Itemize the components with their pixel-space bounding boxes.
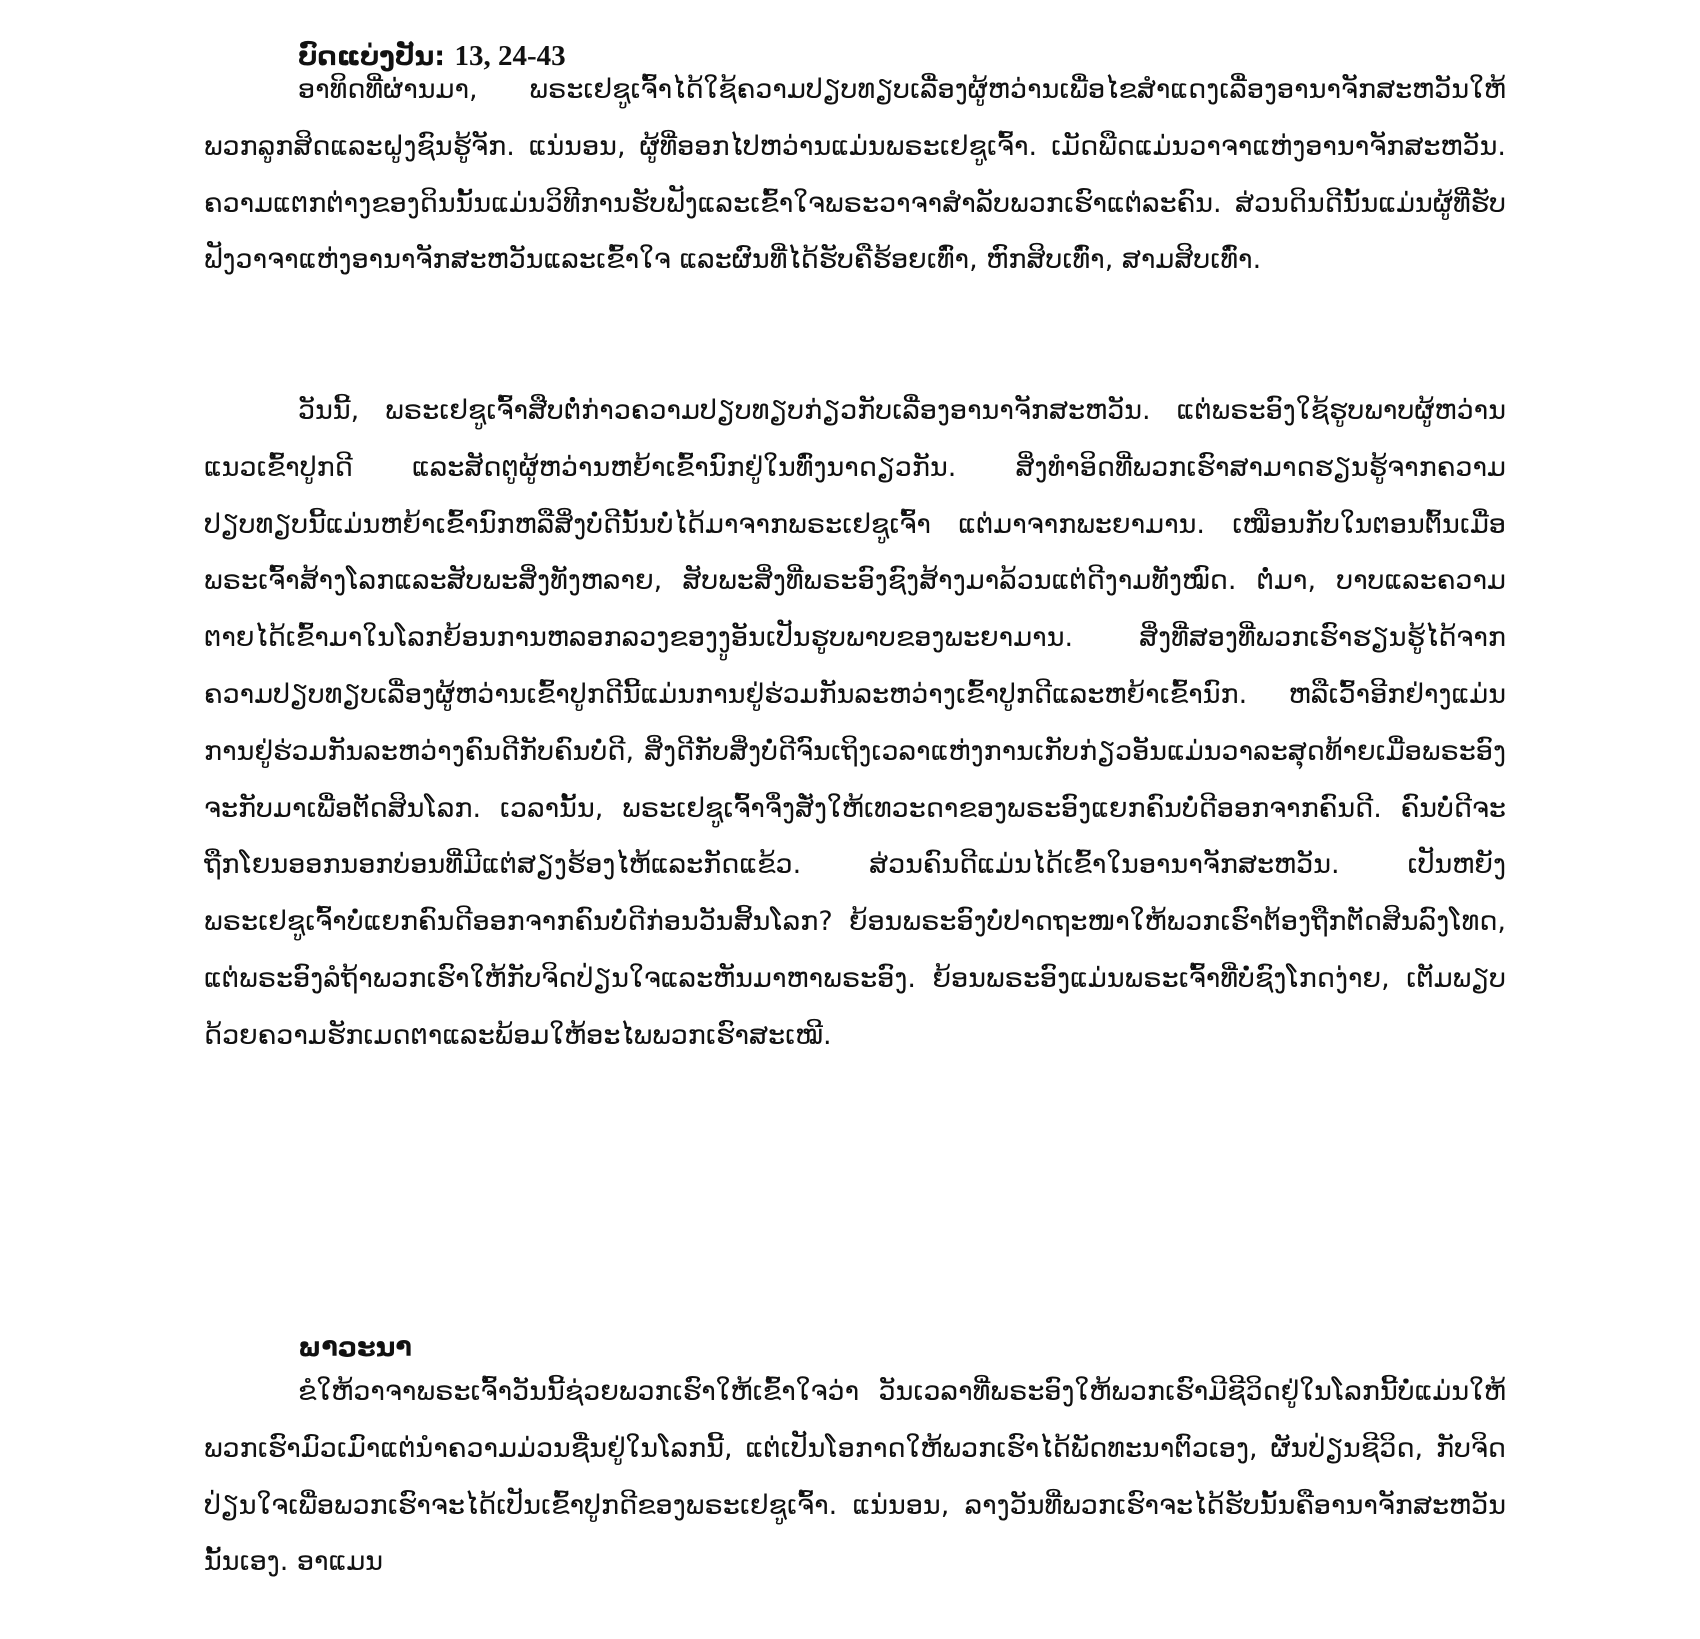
paragraph-2: ວັນນີ້, ພຣະເຢຊູເຈົ້າສືບຕໍ່ກ່າວຄວາມປຽບທຽບກ່ຽວກັບເລື່ອງອານາຈັກສະຫວັນ. ແຕ່ພຣະອົງໃຊ້ຮູບພາບຜູ້ຫວ່ານແນວເຂົ້າປູກດີ ແລະສັດຕູຜູ້ຫວ່ານຫຍ້າເຂົ້ານົກຢູ່ໃນທົ່ງນາດຽວກັນ. ສິ່ງທຳອິດທີ່ພວກເຮົາສາມາດຮຽນຮູ້ຈາກຄວາມປຽບທຽບນີ້ແມ່ນຫຍ້າເຂົ້ານົກຫລືສິ່ງບໍ່ດີນັ້ນບໍ່ໄດ້ມາຈາກພຣະເຢຊູເຈົ້າ ແຕ່ມາຈາກພະຍາມານ. ເໝືອນກັບໃນຕອນຕົ້ນເມື່ອພຣະເຈົ້າສ້າງໂລກແລະສັບພະສິ່ງທັງຫລາຍ, ສັບພະສິ່ງທີ່ພຣະອົງຊົງສ້າງມາລ້ວນແຕ່ດີງາມທັງໝົດ. ຕໍ່ມາ, ບາບແລະຄວາມຕາຍໄດ້ເຂົ້າມາໃນໂລກຍ້ອນການຫລອກລວງຂອງງູອັນເປັນຮູບພາບຂອງພະຍາມານ. ສິ່ງທີ່ສອງທີ່ພວກເຮົາຮຽນຮູ້ໄດ້ຈາກຄວາມປຽບທຽບເລື່ອງຜູ້ຫວ່ານເຂົ້າປູກດີນີ້ແມ່ນການຢູ່ຮ່ວມກັນລະຫວ່າງເຂົ້າປູກດີແລະຫຍ້າເຂົ້ານົກ. ຫລືເວົ້າອີກຢ່າງແມ່ນການຢູ່ຮ່ວມກັນລະຫວ່າງຄົນດີກັບຄົນບໍ່ດີ, ສິ່ງດີກັບສິ່ງບໍ່ດີຈົນເຖິງເວລາແຫ່ງການເກັບກ່ຽວອັນແມ່ນວາລະສຸດທ້າຍເມື່ອພຣະອົງຈະກັບມາເພື່ອຕັດສິນໂລກ. ເວລານັ້ນ, ພຣະເຢຊູເຈົ້າຈຶ່ງສັ່ງໃຫ້ເທວະດາຂອງພຣະອົງແຍກຄົນບໍ່ດີອອກຈາກຄົນດີ. ຄົນບໍ່ດີຈະຖືກໂຍນອອກນອກບ່ອນທີ່ມີແຕ່ສຽງຮ້ອງໄຫ້ແລະກັດແຂ້ວ. ສ່ວນຄົນດີແມ່ນໄດ້ເຂົ້າໃນອານາຈັກສະຫວັນ. ເປັນຫຍັງພຣະເຢຊູເຈົ້າບໍ່ແຍກຄົນດີອອກຈາກຄົນບໍ່ດີກ່ອນວັນສິ້ນໂລກ? ຍ້ອນພຣະອົງບໍ່ປາດຖະໜາໃຫ້ພວກເຮົາຕ້ອງຖືກຕັດສິນລົງໂທດ, ແຕ່ພຣະອົງລໍຖ້າພວກເຮົາໃຫ້ກັບຈິດປ່ຽນໃຈແລະຫັນມາຫາພຣະອົງ. ຍ້ອນພຣະອົງແມ່ນພຣະເຈົ້າທີ່ບໍ່ຊົງໂກດງ່າຍ, ເຕັມພຽບດ້ວຍຄວາມຮັກເມດຕາແລະພ້ອມໃຫ້ອະໄພພວກເຮົາສະເໝີ. bbox=[204, 395, 1506, 1051]
prayer-heading: ພາວະນາ bbox=[298, 1332, 412, 1363]
paragraph-1: ອາທິດທີ່ຜ່ານມາ, ພຣະເຢຊູເຈົ້າໄດ້ໃຊ້ຄວາມປຽບທຽບເລື່ອງຜູ້ຫວ່ານເພື່ອໄຂສຳແດງເລື່ອງອານາຈັກສະຫວັນໃຫ້ພວກລູກສິດແລະຝູງຊົນຮູ້ຈັກ. ແນ່ນອນ, ຜູ້ທີ່ອອກໄປຫວ່ານແມ່ນພຣະເຢຊູເຈົ້າ. ເມັດພືດແມ່ນວາຈາແຫ່ງອານາຈັກສະຫວັນ. ຄວາມແຕກຕ່າງຂອງດິນນັ້ນແມ່ນວິທີການຮັບຟັງແລະເຂົ້າໃຈພຣະວາຈາສຳລັບພວກເຮົາແຕ່ລະຄົນ. ສ່ວນດິນດີນັ້ນແມ່ນຜູ້ທີ່ຮັບຟັງວາຈາແຫ່ງອານາຈັກສະຫວັນແລະເຂົ້າໃຈ ແລະຜົນທີ່ໄດ້ຮັບຄືຮ້ອຍເທົ່າ, ຫົກສິບເທົ່າ, ສາມສິບເທົ່າ. bbox=[204, 74, 1506, 276]
prayer-paragraph: ຂໍໃຫ້ວາຈາພຣະເຈົ້າວັນນີ້ຊ່ວຍພວກເຮົາໃຫ້ເຂົ້າໃຈວ່າ ວັນເວລາທີ່ພຣະອົງໃຫ້ພວກເຮົາມີຊີວິດຢູ່ໃນໂລກນີ້ບໍ່ແມ່ນໃຫ້ພວກເຮົາມົວເມົາແຕ່ນຳຄວາມມ່ວນຊື່ນຢູ່ໃນໂລກນີ້, ແຕ່ເປັນໂອກາດໃຫ້ພວກເຮົາໄດ້ພັດທະນາຕົວເອງ, ຜັນປ່ຽນຊີວິດ, ກັບຈິດປ່ຽນໃຈເພື່ອພວກເຮົາຈະໄດ້ເປັນເຂົ້າປູກດີຂອງພຣະເຢຊູເຈົ້າ. ແນ່ນອນ, ລາງວັນທີ່ພວກເຮົາຈະໄດ້ຮັບນັ້ນຄືອານາຈັກສະຫວັນນັ້ນເອງ. ອາແມນ bbox=[204, 1376, 1506, 1578]
reading-heading-label: ບົດແບ່ງປັນ: bbox=[298, 41, 446, 72]
reading-heading-reference: 13, 24-43 bbox=[454, 40, 566, 72]
